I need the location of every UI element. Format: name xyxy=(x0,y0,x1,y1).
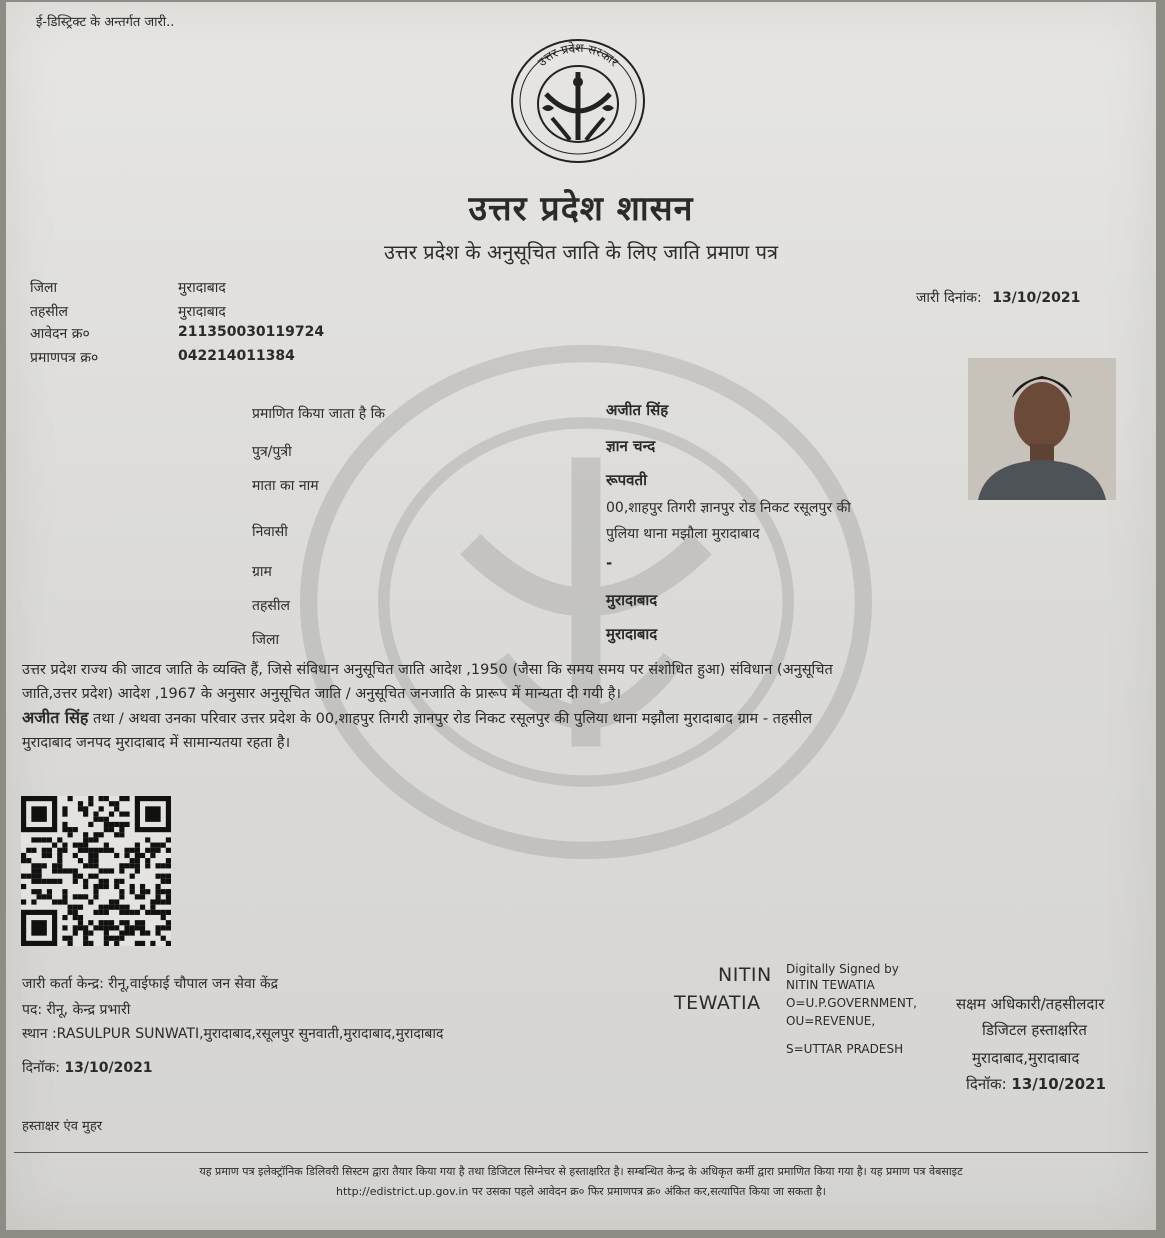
field-mother-label: माता का नाम xyxy=(252,478,319,494)
meta-application-label: आवेदन क्र० xyxy=(30,326,90,342)
meta-district-label: जिला xyxy=(30,280,58,296)
authority-title: सक्षम अधिकारी/तहसीलदार xyxy=(956,995,1105,1013)
field-name-value: अजीत सिंह xyxy=(606,401,669,419)
paragraph1-line1: उत्तर प्रदेश राज्य की जाटव जाति के व्यक्ति हैं, जिसे संविधान अनुसूचित जाति आदेश ,1950 (जैसा कि समय समय पर संशोधित हुआ) संविधान (अनुसूचित xyxy=(22,662,833,678)
field-district-value: मुरादाबाद xyxy=(606,625,658,643)
field-parent-label: पुत्र/पुत्री xyxy=(252,444,292,460)
issuer-post: पद: रीनू, केन्द्र प्रभारी xyxy=(22,1002,131,1018)
header-note: ई-डिस्ट्रिक्ट के अन्तर्गत जारी.. xyxy=(36,15,175,30)
signer-name-last: TEWATIA xyxy=(674,992,761,1014)
field-resident-label: निवासी xyxy=(252,524,288,540)
authority-place: मुरादाबाद,मुरादाबाद xyxy=(972,1049,1080,1067)
emblem-text-arc xyxy=(508,36,648,166)
field-village-label: ग्राम xyxy=(252,564,272,580)
field-mother-value: रूपवती xyxy=(606,471,647,489)
meta-application-value: 211350030119724 xyxy=(178,324,325,340)
field-resident-value-line2: पुलिया थाना मझौला मुरादाबाद xyxy=(606,526,760,542)
paragraph2-name: अजीत सिंह xyxy=(22,708,89,727)
authority-date-value: 13/10/2021 xyxy=(1011,1075,1106,1093)
certificate-title: उत्तर प्रदेश शासन xyxy=(468,189,694,229)
sign-seal-label: हस्ताक्षर एंव मुहर xyxy=(22,1119,103,1134)
field-tehsil-label: तहसील xyxy=(252,598,290,614)
field-parent-value: ज्ञान चन्द xyxy=(606,437,656,455)
issuer-date-value: 13/10/2021 xyxy=(64,1060,153,1076)
field-tehsil-value: मुरादाबाद xyxy=(606,591,658,609)
authority-date xyxy=(966,1074,1106,1094)
authority-digital: डिजिटल हस्ताक्षरित xyxy=(982,1021,1087,1039)
issue-date xyxy=(916,288,1080,307)
issue-date-label: जारी दिनांक: xyxy=(916,290,982,306)
meta-tehsil-label: तहसील xyxy=(30,304,68,320)
issuer-date xyxy=(22,1058,153,1077)
person-photo-icon xyxy=(968,358,1116,500)
certificate-page xyxy=(6,2,1156,1230)
field-certified-label: प्रमाणित किया जाता है कि xyxy=(252,406,386,422)
signature-line3: O=U.P.GOVERNMENT, xyxy=(786,996,917,1010)
paragraph2-line1 xyxy=(22,706,1142,731)
meta-district-value: मुरादाबाद xyxy=(178,280,226,296)
issue-date-value: 13/10/2021 xyxy=(992,290,1081,306)
field-village-value: - xyxy=(606,554,613,572)
signature-line5: S=UTTAR PRADESH xyxy=(786,1042,904,1056)
qr-code xyxy=(20,796,172,946)
issuer-place: स्थान :RASULPUR SUNWATI,मुरादाबाद,रसूलपुर सुनवाती,मुरादाबाद,मुरादाबाद xyxy=(22,1026,444,1042)
footer-line1: यह प्रमाण पत्र इलेक्ट्रॉनिक डिलिवरी सिस्टम द्वारा तैयार किया गया है तथा डिजिटल सिग्नेचर से हस्ताक्षरित है। सम्बन्धित केन्द्र के अधिकृत कर्मी द्वारा प्रमाणित किया गया है। यह प्रमाण पत्र वेबसाइट xyxy=(199,1165,963,1178)
meta-tehsil-value: मुरादाबाद xyxy=(178,304,226,320)
signer-name-first: NITIN xyxy=(718,964,772,986)
footer-divider xyxy=(14,1152,1148,1153)
certificate-subtitle: उत्तर प्रदेश के अनुसूचित जाति के लिए जाति प्रमाण पत्र xyxy=(383,240,779,264)
paragraph2-text: तथा / अथवा उनका परिवार उत्तर प्रदेश के 00,शाहपुर तिगरी ज्ञानपुर रोड निकट रसूलपुर की पुलिया थाना मझौला मुरादाबाद ग्राम - तहसील xyxy=(88,711,813,727)
authority-date-label: दिनॉक: xyxy=(966,1075,1007,1093)
footer-line2: http://edistrict.up.gov.in पर उसका पहले आवेदन क्र० फिर प्रमाणपत्र क्र० अंकित कर,सत्यापित किया जा सकता है। xyxy=(336,1185,826,1198)
meta-certificate-label: प्रमाणपत्र क्र० xyxy=(30,350,99,366)
applicant-photo xyxy=(968,358,1116,500)
paragraph1-line2: जाति,उत्तर प्रदेश) आदेश ,1967 के अनुसार अनुसूचित जाति / अनुसूचित जनजाति के प्रारूप में मान्यता दी गयी है। xyxy=(22,686,621,702)
signature-line1: Digitally Signed by xyxy=(786,962,899,976)
field-district-label: जिला xyxy=(252,632,280,648)
certification-paragraph xyxy=(22,658,1142,755)
issuer-date-label: दिनॉक: xyxy=(22,1060,60,1076)
meta-certificate-value: 042214011384 xyxy=(178,348,295,364)
signature-line2: NITIN TEWATIA xyxy=(786,978,875,992)
paragraph2-line2: मुरादाबाद जनपद मुरादाबाद में सामान्यतया रहता है। xyxy=(22,735,291,751)
field-resident-value-line1: 00,शाहपुर तिगरी ज्ञानपुर रोड निकट रसूलपुर की xyxy=(606,500,851,516)
svg-text:उत्तर प्रदेश सरकार: उत्तर प्रदेश सरकार xyxy=(535,40,622,70)
signature-line4: OU=REVENUE, xyxy=(786,1014,876,1028)
issuer-center: जारी कर्ता केन्द्र: रीनू,वाईफाई चौपाल जन सेवा केंद्र xyxy=(22,976,279,992)
